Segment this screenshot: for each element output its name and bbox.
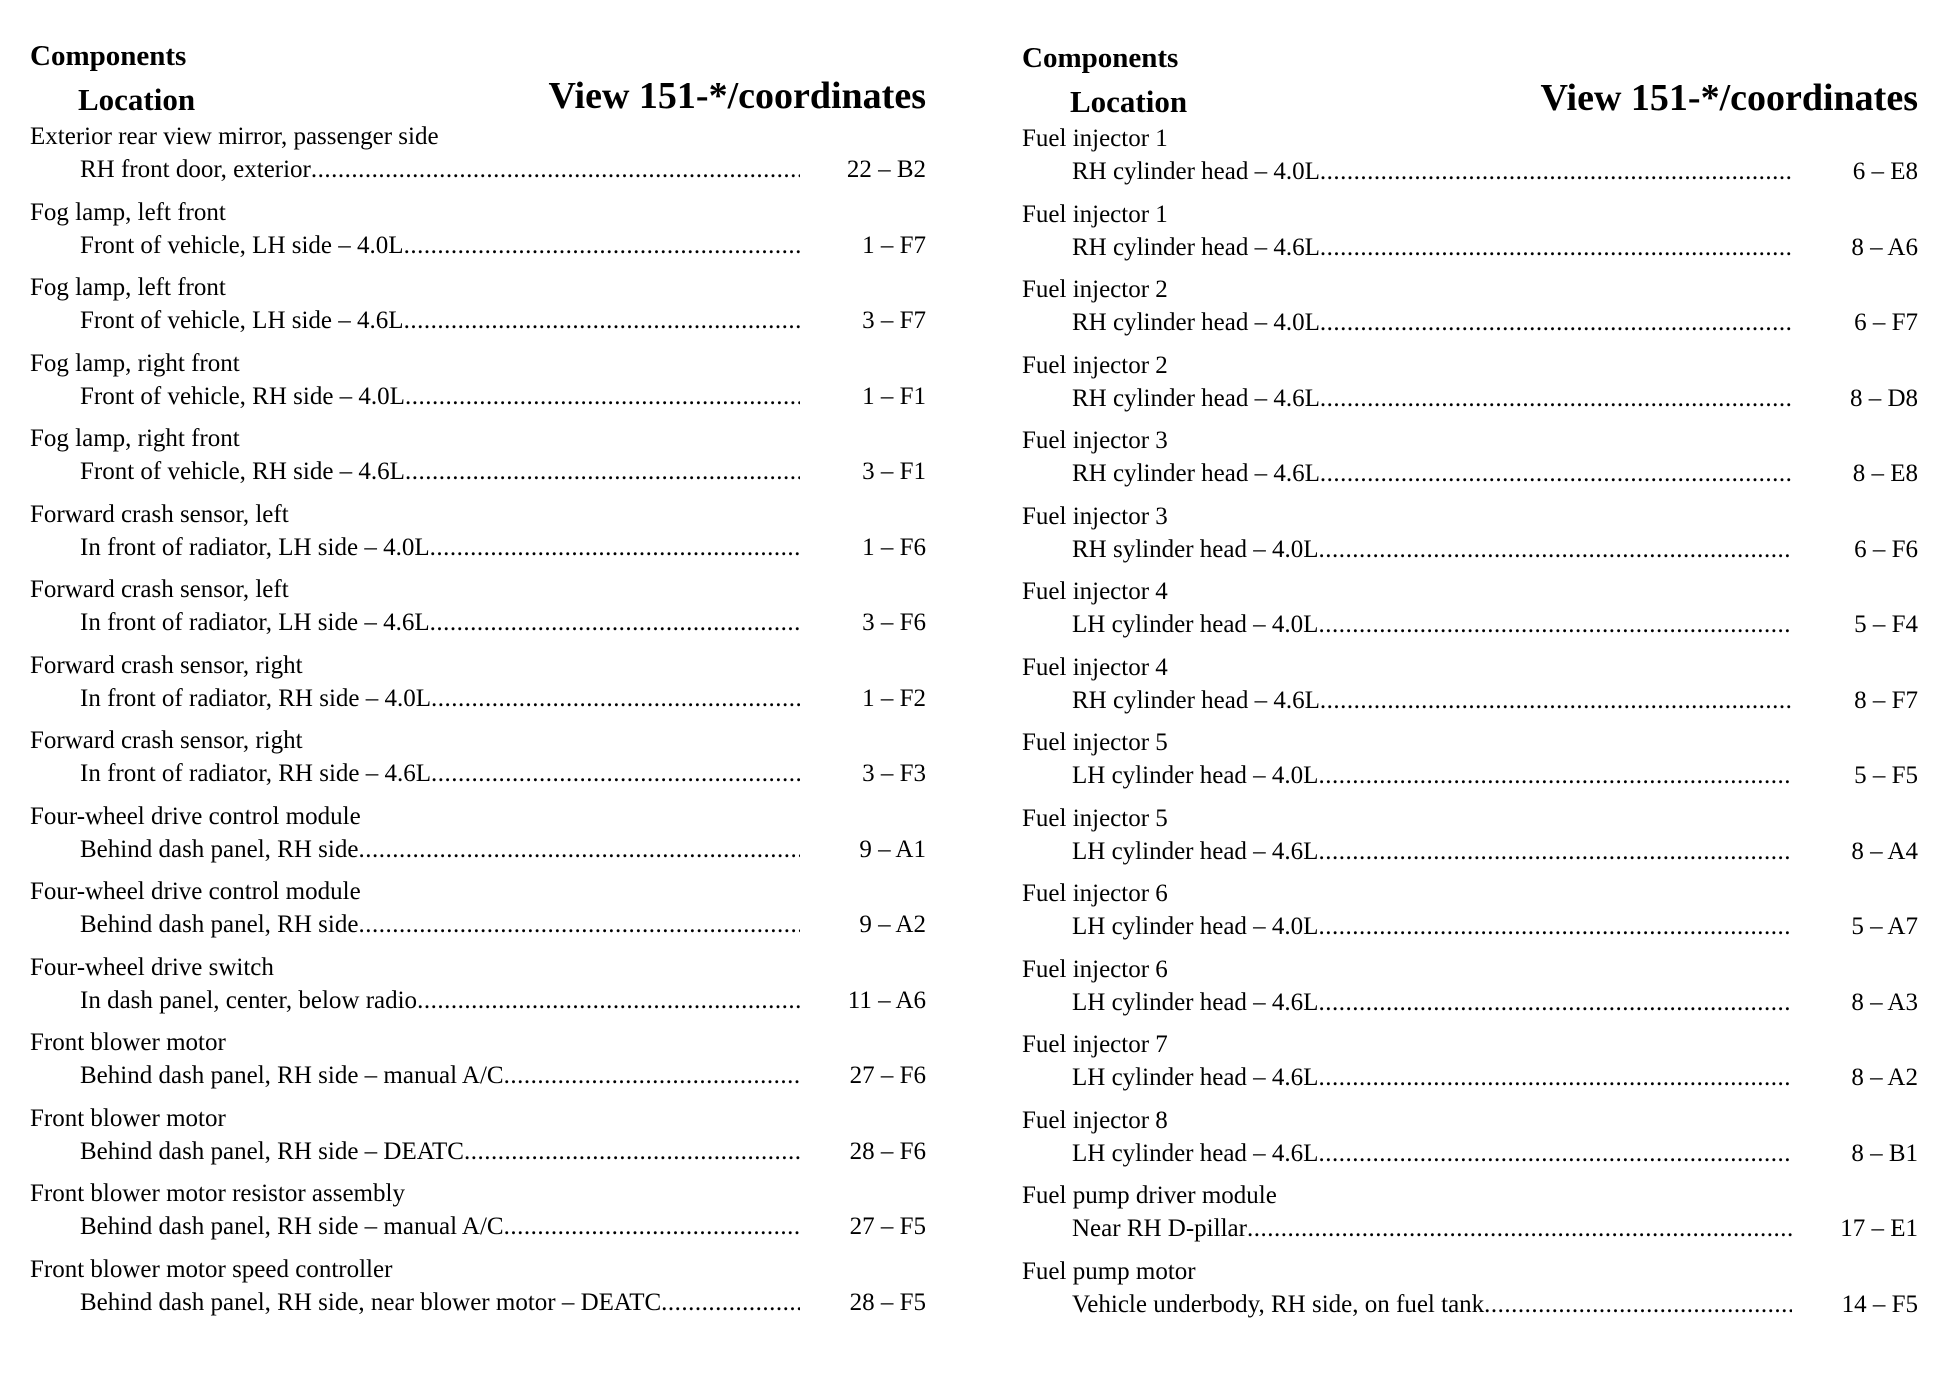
- component-location-text: LH cylinder head – 4.6L: [1072, 837, 1319, 865]
- component-name: Forward crash sensor, left: [30, 576, 289, 603]
- component-name: Forward crash sensor, right: [30, 651, 303, 679]
- component-name: Fuel injector 6: [1022, 955, 1168, 983]
- component-name: Fuel injector 5: [1022, 804, 1168, 832]
- component-entry: [30, 1253, 926, 1329]
- dot-leader: [504, 1213, 800, 1240]
- view-coordinate: 1 – F7: [862, 231, 926, 259]
- dot-leader: [358, 836, 800, 863]
- component-name: Fuel injector 1: [1022, 125, 1168, 152]
- component-name: Fuel pump motor: [1022, 1257, 1196, 1285]
- component-entry: [1022, 500, 1918, 576]
- view-coordinate: 3 – F3: [862, 760, 926, 787]
- component-location: [1072, 533, 1792, 567]
- component-name: Four-wheel drive switch: [30, 953, 274, 981]
- component-location: [80, 1210, 800, 1244]
- dot-leader: [311, 156, 800, 183]
- component-location-text: Front of vehicle, LH side – 4.0L: [80, 231, 404, 259]
- component-location-text: RH front door, exterior: [80, 156, 311, 183]
- dot-leader: [430, 534, 800, 561]
- component-entry: [30, 271, 926, 347]
- component-location: [80, 455, 800, 489]
- component-entry: [30, 800, 926, 876]
- dot-leader: [1247, 1215, 1792, 1242]
- view-coordinate: 8 – E8: [1852, 460, 1918, 487]
- component-entry: [30, 498, 926, 574]
- component-name: Forward crash sensor, left: [30, 500, 289, 528]
- component-entry: [30, 347, 926, 423]
- component-location-text: Behind dash panel, RH side: [80, 911, 359, 938]
- component-location: [1072, 231, 1792, 265]
- component-location-text: Near RH D-pillar: [1072, 1215, 1247, 1242]
- component-location-text: LH cylinder head – 4.0L: [1072, 611, 1319, 638]
- component-location-text: In front of radiator, RH side – 4.6L: [80, 760, 432, 787]
- dot-leader: [431, 760, 800, 787]
- component-entry: [30, 649, 926, 725]
- component-name: Front blower motor: [30, 1104, 226, 1132]
- component-location: [1072, 457, 1792, 491]
- component-entry: [1022, 575, 1918, 651]
- component-location: [80, 606, 800, 640]
- view-coordinate: 6 – F7: [1854, 309, 1918, 336]
- dot-leader: [1318, 536, 1792, 563]
- component-name: Front blower motor resistor assembly: [30, 1180, 405, 1207]
- component-location: [80, 153, 800, 187]
- dot-leader: [1320, 385, 1792, 412]
- component-name: Front blower motor speed controller: [30, 1255, 393, 1283]
- location-header: Location: [78, 82, 196, 117]
- dot-leader: [417, 987, 800, 1014]
- component-name: Fuel pump driver module: [1022, 1182, 1277, 1209]
- component-entry: [30, 1177, 926, 1253]
- component-entry: [1022, 273, 1918, 349]
- component-location-text: RH cylinder head – 4.6L: [1072, 686, 1320, 714]
- component-name: Fog lamp, right front: [30, 349, 240, 377]
- view-coordinate: 8 – B1: [1851, 1139, 1918, 1167]
- component-list: [30, 120, 926, 1328]
- dot-leader: [430, 609, 800, 636]
- component-name: Fuel injector 5: [1022, 729, 1168, 756]
- view-coordinate: 14 – F5: [1841, 1290, 1918, 1318]
- component-location-text: In dash panel, center, below radio: [80, 986, 418, 1014]
- component-entry: [1022, 726, 1918, 802]
- view-coordinate: 3 – F6: [862, 609, 926, 636]
- dot-leader: [431, 685, 800, 712]
- view-coordinate: 3 – F1: [862, 458, 926, 485]
- component-location-text: Behind dash panel, RH side – DEATC: [80, 1137, 464, 1165]
- view-coordinate: 8 – A6: [1851, 233, 1918, 261]
- component-location: [1072, 382, 1792, 416]
- component-location: [1072, 1137, 1792, 1171]
- component-name: Exterior rear view mirror, passenger side: [30, 123, 439, 150]
- dot-leader: [1318, 611, 1792, 638]
- column-header: [1022, 78, 1918, 118]
- right-column: [1022, 36, 1918, 1330]
- component-location-text: Front of vehicle, LH side – 4.6L: [80, 307, 404, 334]
- view-coordinates-header: View 151-*/coordinates: [548, 75, 926, 117]
- component-entry: [30, 951, 926, 1027]
- dot-leader: [1318, 989, 1792, 1016]
- view-coordinate: 28 – F5: [849, 1288, 926, 1316]
- component-entry: [30, 120, 926, 196]
- component-entry: [1022, 1179, 1918, 1255]
- component-location: [80, 304, 800, 338]
- component-location-text: LH cylinder head – 4.6L: [1072, 1064, 1319, 1091]
- left-column: [30, 36, 926, 1328]
- dot-leader: [1318, 762, 1792, 789]
- component-location-text: Front of vehicle, RH side – 4.6L: [80, 458, 405, 485]
- component-entry: [30, 875, 926, 951]
- dot-leader: [1320, 460, 1792, 487]
- dot-leader: [404, 307, 800, 334]
- component-location-text: RH cylinder head – 4.6L: [1072, 233, 1320, 261]
- component-location: [80, 1135, 800, 1169]
- view-coordinate: 8 – A4: [1851, 837, 1918, 865]
- view-coordinate: 1 – F6: [862, 533, 926, 561]
- dot-leader: [1320, 158, 1792, 185]
- component-entry: [1022, 1255, 1918, 1331]
- dot-leader: [1320, 309, 1792, 336]
- component-entry: [1022, 349, 1918, 425]
- view-coordinate: 9 – A1: [859, 835, 926, 863]
- component-name: Fuel injector 8: [1022, 1106, 1168, 1134]
- component-location-text: LH cylinder head – 4.0L: [1072, 762, 1319, 789]
- component-location: [1072, 759, 1792, 793]
- dot-leader: [1318, 913, 1792, 940]
- component-entry: [1022, 122, 1918, 198]
- component-location: [1072, 835, 1792, 869]
- section-title: Components: [1022, 42, 1179, 74]
- component-location-text: Behind dash panel, RH side: [80, 835, 359, 863]
- component-location: [80, 682, 800, 716]
- view-coordinate: 5 – F5: [1854, 762, 1918, 789]
- component-name: Four-wheel drive control module: [30, 878, 361, 905]
- view-coordinate: 1 – F1: [862, 382, 926, 410]
- component-location-text: RH cylinder head – 4.6L: [1072, 384, 1320, 412]
- component-location: [1072, 1212, 1792, 1246]
- view-coordinate: 5 – A7: [1851, 913, 1918, 940]
- component-location: [1072, 1288, 1792, 1322]
- view-coordinate: 3 – F7: [862, 307, 926, 334]
- component-entry: [30, 196, 926, 272]
- view-coordinate: 6 – F6: [1854, 535, 1918, 563]
- component-location-text: Behind dash panel, RH side – manual A/C: [80, 1213, 504, 1240]
- component-name: Fog lamp, left front: [30, 198, 226, 226]
- component-name: Fog lamp, left front: [30, 274, 226, 301]
- view-coordinate: 27 – F6: [849, 1062, 926, 1089]
- component-location-text: Vehicle underbody, RH side, on fuel tank: [1072, 1290, 1485, 1318]
- component-name: Front blower motor: [30, 1029, 226, 1056]
- component-location: [80, 757, 800, 791]
- view-coordinate: 8 – F7: [1854, 686, 1918, 714]
- component-location: [1072, 155, 1792, 189]
- dot-leader: [404, 232, 800, 259]
- view-coordinate: 11 – A6: [847, 986, 926, 1014]
- component-location-text: RH sylinder head – 4.0L: [1072, 535, 1319, 563]
- component-name: Fuel injector 4: [1022, 578, 1168, 605]
- component-name: Four-wheel drive control module: [30, 802, 361, 830]
- view-coordinate: 6 – E8: [1852, 158, 1918, 185]
- component-location-text: In front of radiator, LH side – 4.0L: [80, 533, 430, 561]
- dot-leader: [1320, 234, 1792, 261]
- view-coordinate: 5 – F4: [1854, 611, 1918, 638]
- section-title: Components: [30, 40, 187, 72]
- component-location: [80, 1286, 800, 1320]
- component-location: [80, 833, 800, 867]
- component-entry: [30, 1026, 926, 1102]
- component-location-text: Front of vehicle, RH side – 4.0L: [80, 382, 405, 410]
- component-location: [80, 531, 800, 565]
- component-location: [1072, 1061, 1792, 1095]
- component-entry: [1022, 1028, 1918, 1104]
- component-location: [1072, 986, 1792, 1020]
- component-location-text: LH cylinder head – 4.0L: [1072, 913, 1319, 940]
- dot-leader: [661, 1289, 800, 1316]
- dot-leader: [504, 1062, 800, 1089]
- component-name: Fuel injector 3: [1022, 427, 1168, 454]
- component-entry: [1022, 802, 1918, 878]
- component-name: Fuel injector 7: [1022, 1031, 1168, 1058]
- view-coordinate: 9 – A2: [859, 911, 926, 938]
- component-location-text: In front of radiator, LH side – 4.6L: [80, 609, 430, 636]
- component-location: [1072, 910, 1792, 944]
- dot-leader: [405, 383, 800, 410]
- dot-leader: [1318, 1140, 1792, 1167]
- component-name: Fuel injector 1: [1022, 200, 1168, 228]
- dot-leader: [464, 1138, 800, 1165]
- component-entry: [1022, 953, 1918, 1029]
- component-entry: [30, 573, 926, 649]
- component-entry: [30, 724, 926, 800]
- component-location: [80, 1059, 800, 1093]
- view-coordinate: 1 – F2: [862, 684, 926, 712]
- view-coordinate: 17 – E1: [1840, 1215, 1918, 1242]
- component-entry: [1022, 198, 1918, 274]
- component-location: [1072, 684, 1792, 718]
- component-entry: [1022, 651, 1918, 727]
- column-header: [30, 76, 926, 116]
- component-name: Fuel injector 4: [1022, 653, 1168, 681]
- component-location-text: RH cylinder head – 4.0L: [1072, 309, 1320, 336]
- view-coordinate: 28 – F6: [849, 1137, 926, 1165]
- component-entry: [1022, 424, 1918, 500]
- component-location-text: RH cylinder head – 4.6L: [1072, 460, 1320, 487]
- component-list: [1022, 122, 1918, 1330]
- dot-leader: [1318, 1064, 1792, 1091]
- component-location: [80, 380, 800, 414]
- component-entry: [30, 422, 926, 498]
- component-location-text: LH cylinder head – 4.6L: [1072, 988, 1319, 1016]
- component-name: Fuel injector 6: [1022, 880, 1168, 907]
- component-location-text: Behind dash panel, RH side – manual A/C: [80, 1062, 504, 1089]
- component-location: [1072, 306, 1792, 340]
- component-name: Fuel injector 2: [1022, 276, 1168, 303]
- component-name: Fog lamp, right front: [30, 425, 240, 452]
- component-name: Fuel injector 3: [1022, 502, 1168, 530]
- dot-leader: [405, 458, 800, 485]
- dot-leader: [1484, 1291, 1792, 1318]
- component-location-text: RH cylinder head – 4.0L: [1072, 158, 1320, 185]
- component-location: [80, 908, 800, 942]
- component-entry: [1022, 877, 1918, 953]
- dot-leader: [1320, 687, 1792, 714]
- component-location: [80, 229, 800, 263]
- view-coordinates-header: View 151-*/coordinates: [1540, 77, 1918, 119]
- view-coordinate: 8 – D8: [1849, 384, 1918, 412]
- location-header: Location: [1070, 84, 1188, 119]
- component-location: [80, 984, 800, 1018]
- component-location-text: LH cylinder head – 4.6L: [1072, 1139, 1319, 1167]
- view-coordinate: 8 – A2: [1851, 1064, 1918, 1091]
- component-entry: [1022, 1104, 1918, 1180]
- component-location: [1072, 608, 1792, 642]
- view-coordinate: 8 – A3: [1851, 988, 1918, 1016]
- dot-leader: [358, 911, 800, 938]
- component-location-text: Behind dash panel, RH side, near blower motor – DEATC: [80, 1288, 662, 1316]
- component-name: Fuel injector 2: [1022, 351, 1168, 379]
- component-entry: [30, 1102, 926, 1178]
- view-coordinate: 27 – F5: [849, 1213, 926, 1240]
- dot-leader: [1318, 838, 1792, 865]
- view-coordinate: 22 – B2: [846, 156, 926, 183]
- component-name: Forward crash sensor, right: [30, 727, 303, 754]
- component-location-text: In front of radiator, RH side – 4.0L: [80, 684, 432, 712]
